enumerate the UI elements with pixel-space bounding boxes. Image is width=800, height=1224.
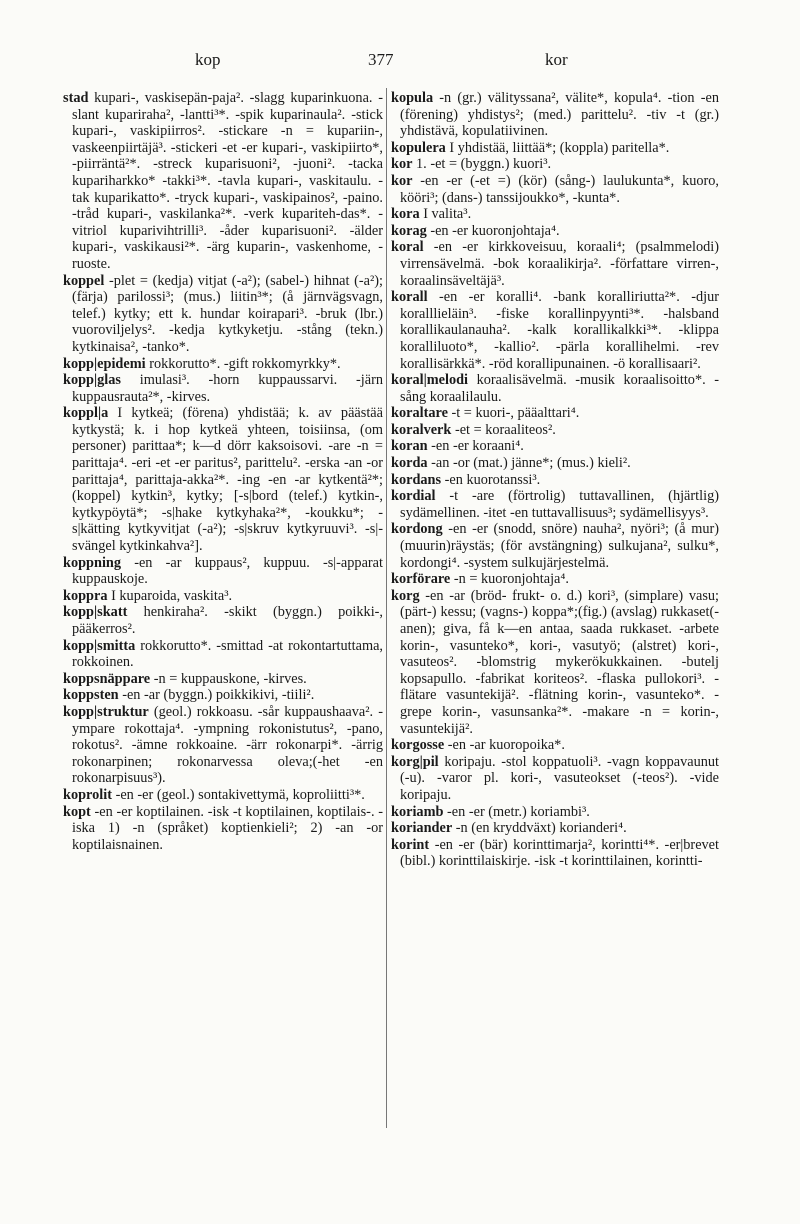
entry-text: -en -er kuoronjohtaja⁴. [430,222,560,239]
entry-text: -en -er koraani⁴. [431,438,524,455]
headword: stad [63,90,89,106]
entry-text: -en -ar kuppaus², kuppuu. -s|-apparat kuppauskoje. [72,554,383,588]
dictionary-entry [391,239,719,289]
dictionary-entry [63,588,383,605]
headword: korförare [391,571,451,588]
entry-text: henkiraha². -skikt (byggn.) poikki-, pääkerros². [72,604,383,637]
running-header [0,50,800,74]
entry-text: rokkorutto*. -gift rokkomyrkky*. [149,355,341,372]
dictionary-entry [391,140,719,157]
entry-text: -n (gr.) välityssana², välite*, kopula⁴. -tion -en (förening) yhdistys²; (med.) parittelu². -tiv -t (gr.) yhdistävä, kopulatiivinen. [400,90,719,140]
entry-text: -t -are (förtrolig) tuttavallinen, (hjärtlig) sydämellinen. -itet -en tuttavallisuus³; sydämellisyys³. [400,488,719,521]
dictionary-entry [63,273,383,356]
headword: kor [391,172,413,189]
column-divider [386,88,387,1128]
dictionary-entry [63,604,383,637]
headword: kopt [63,803,91,820]
headword: koran [391,438,428,455]
entry-text: -en -er (bär) korinttimarja², korintti⁴*. -er|brevet (bibl.) korinttilaiskirje. -isk -t korinttilainen, korintti- [400,836,720,870]
entry-text: -plet = (kedja) vitjat (-a²); (sabel-) hihnat (-a²); (färja) parilossi³; (mus.) liitin³*; (å järnvägsvagn, telef.) kytky; ett k. hundar koirapari³. -bruk (lbr.) vuoroviljelys². -kedja kytkyketju. -stång (tekn.) kytkinaisa², -tanko*. [72,272,383,355]
headword: kopula [391,90,434,106]
dictionary-entry [391,804,719,821]
entry-text: koraalisävelmä. -musik koraalisoitto*. -sång koraalilaulu. [400,372,719,405]
dictionary-entry [391,438,719,455]
right-column [391,90,719,870]
entry-text: -en -ar (bröd- frukt- o. d.) kori³, (simplare) vasu; (pärt-) kessu; (vagns-) koppa*;(fig.) (avslag) rukkaset(-anen); giva, få k—en antaa, saada rukkaset. -arbete korin-, vasunteko*, kori-, vasutyö; (alstret) kori-, vasuteos². -blomstrig mykerökukkainen. -butelj kopsapullo. -fabrikat koriteos². -flaska pullokori³. -flätare vasuntekijä². -flätning korin-, vasunteko*. -grepe korin-, vasunsanka²*. -makare -n = korin-, vasuntekijä². [400,587,719,737]
headword: korda [391,455,428,472]
entry-text: I yhdistää, liittää*; (koppla) paritella*. [449,139,670,156]
entry-text: I kytkeä; (förena) yhdistää; k. av päästää kytkystä; k. i hop kytkeä yhteen, toisiinsa, (om personer) parittaa*; k—d dörr kaksoisovi. -are -n = parittaja⁴. -eri -et -er paritus², parittelu². -erska -an -or parittaja⁴, parittaja-akka²*. -ing -en -ar kytkentä²*; (koppel) kytkin³, kytky; [-s|bord (telef.) kytkin-, kytkypöytä*; -s|hake kytkyhaka²*, -koukku*; -s|kätting kytkyvitjat (-a²); -s|skruv kytkyruuvi³. -s|-svängel kytkinkahva²]. [72,405,383,555]
dictionary-entry [391,90,719,140]
headword: korg [391,587,420,604]
headword: kopp|epidemi [63,355,146,372]
dictionary-entry [391,737,719,754]
entry-text: rokkorutto*. -smittad -at rokontartuttama, rokkoinen. [72,637,383,671]
headword: kordong [391,521,443,538]
headword: koraltare [391,405,448,422]
headword: kopulera [391,139,446,156]
entry-text: -en -er (snodd, snöre) nauha², nyöri³; (å mur) (muurin)räystäs; (för avstängning) sulkujana², sulku*, kordongi⁴. -system sulkujärjestelmä. [400,521,719,571]
dictionary-entry [391,289,719,372]
entry-text: (geol.) rokkoasu. -sår kuppaushaava². -ympare rokottaja⁴. -ympning rokonistutus², -pano, rokotus². -ämne rokkoaine. -ärr rokonarpi*. -ärrig rokonarpinen; rokonarvessa oleva;(-het -en rokonarpisuus³). [72,703,383,787]
dictionary-entry [391,455,719,472]
dictionary-entry [391,173,719,206]
entry-text: -t = kuori-, pääalttari⁴. [451,405,580,422]
dictionary-entry [63,671,383,688]
header-last-word: kor [545,50,568,69]
entry-text: -en -ar (byggn.) poikkikivi, -tiili². [122,687,315,704]
dictionary-entry [63,704,383,787]
dictionary-entry [63,804,383,854]
dictionary-entry [63,555,383,588]
left-column [63,90,383,853]
dictionary-entry [391,521,719,571]
entry-text: -en -er kirkkoveisuu, koraali⁴; (psalmmelodi) virrensävelmä. -bok koraalikirja². -författare virren-, koraalinsäveltäjä³. [400,239,719,289]
dictionary-entry [391,156,719,173]
dictionary-entry [391,472,719,489]
headword: kor [391,156,413,173]
dictionary-entry [63,787,383,804]
dictionary-entry [391,754,719,804]
headword: koppsnäppare [63,670,151,687]
headword: kordans [391,471,442,488]
headword: kopp|struktur [63,703,149,720]
dictionary-entry [391,223,719,240]
headword: koriander [391,820,453,837]
page-number: 377 [368,50,394,69]
entry-text: 1. -et = (byggn.) kuori³. [416,156,552,173]
headword: koprolit [63,786,112,803]
headword: kora [391,206,420,223]
headword: korag [391,222,427,239]
headword: kopp|smitta [63,637,136,654]
entry-text: -en -er koptilainen. -isk -t koptilainen, koptilais-. -iska 1) -n (språket) koptienkieli²; 2) -an -or koptilaisnainen. [72,803,383,853]
entry-text: -en kuorotanssi³. [444,471,541,488]
headword: korg|pil [391,753,439,770]
header-first-word: kop [195,50,221,69]
dictionary-entry [63,90,383,273]
headword: korgosse [391,737,445,754]
headword: koriamb [391,803,444,820]
dictionary-entry [391,837,719,870]
entry-text: koripaju. -stol koppatuoli³. -vagn koppavaunut (-u). -varor pl. kori-, vasuteokset (-teos²). -vide koripaju. [400,753,719,803]
entry-text: -en -ar kuoropoika*. [447,737,565,754]
dictionary-entry [391,820,719,837]
dictionary-entry [391,405,719,422]
dictionary-entry [63,356,383,373]
entry-text: -an -or (mat.) jänne*; (mus.) kieli². [431,455,631,472]
dictionary-entry [63,638,383,671]
headword: koralverk [391,421,452,438]
headword: koppra [63,587,108,604]
entry-text: -en -er (-et =) (kör) (sång-) laulukunta*, kuoro, kööri³; (dans-) tanssijoukko*, -kunta*. [400,172,719,206]
entry-text: imulasi³. -horn kuppaussarvi. -järn kuppausrauta²*, -kirves. [72,372,384,405]
entry-text: I kuparoida, vaskita³. [111,587,233,604]
headword: kopp|glas [63,372,121,389]
entry-text: kupari-, vaskisepän-paja². -slagg kuparinkuona. -slant kupariraha², -lantti³*. -spik kuparinaula². -stick kupari-, vaskipiirros². -stickare -n = kupariin-, vaskeenpiirtäjä³. -stickeri -et -er kupari-, vaskipiirto*, -piirräntä²*. -streck kuparisuoni², -juoni². -tacka kupariharkko* -takki³*. -tavla kupari-, vaskitaulu. -tak kuparikatto*. -tryck kupari-, vaskipainos², -paino. -tråd kupari-, vaskilanka²*. -verk kupariteh-das*. -vitriol kuparivihtrilli³. -åder kuparisuoni². -älder kupari-, vaskikausi²*. -ärg kuparin-, vaskenhome, -ruoste. [72,90,383,272]
entry-text: -n = kuppauskone, -kirves. [153,670,307,687]
headword: koppsten [63,687,119,704]
headword: koppl|a [63,405,109,422]
entry-text: -n (en kryddväxt) korianderi⁴. [455,820,627,837]
dictionary-entry [391,571,719,588]
entry-text: -en -er (geol.) sontakivettymä, koproliitti³*. [115,786,365,803]
entry-text: -n = kuoronjohtaja⁴. [453,571,569,588]
dictionary-entry [391,588,719,737]
headword: kordial [391,488,436,505]
dictionary-entry [391,206,719,223]
headword: koral [391,239,424,256]
dictionary-entry [391,422,719,439]
headword: koral|melodi [391,372,469,389]
headword: koppel [63,272,105,289]
entry-text: I valita³. [423,206,472,223]
dictionary-entry [63,372,383,405]
dictionary-entry [391,372,719,405]
headword: korint [391,836,430,853]
dictionary-entry [63,687,383,704]
headword: korall [391,289,428,306]
entry-text: -en -er koralli⁴. -bank koralliriutta²*. -djur koralllieläin³. -fiske korallinpyynti³*. -halsband korallikaulanauha². -kalk korallikalkki³*. -klippa koralliluoto*, -kallio². -pärla korallihelmi. -rev korallisärkkä*. -röd korallipunainen. -ö korallisaari². [400,289,719,372]
entry-text: -en -er (metr.) koriambi³. [447,803,590,820]
entry-text: -et = koraaliteos². [454,421,556,438]
dictionary-entry [63,405,383,554]
dictionary-entry [391,488,719,521]
headword: kopp|skatt [63,604,128,621]
headword: koppning [63,554,122,571]
